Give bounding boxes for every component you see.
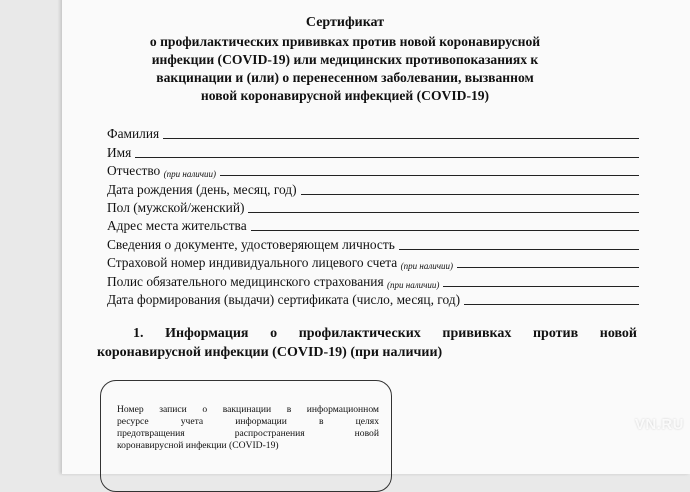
fill-in-line [301,193,639,195]
fill-in-line [464,303,639,305]
fill-in-line [220,174,639,176]
field-label: Сведения о документе, удостоверяющем личность [107,236,395,252]
field-label: Адрес места жительства [107,218,247,234]
field-label: Дата рождения (день, месяц, год) [107,181,297,197]
fill-in-line [251,229,639,231]
fill-in-line [135,156,639,158]
fill-in-line [443,285,639,287]
field-label: Отчество [107,163,161,179]
field-note: (при наличии) [400,261,454,272]
record-label-line: предотвращения распространения новой [117,428,379,439]
field-note: (при наличии) [387,279,440,290]
field-birth-date [107,179,639,197]
field-address [107,216,639,234]
field-oms-policy [107,271,639,289]
record-label-line: ресурсе учета информации в целях [117,416,379,427]
fill-in-line [457,266,639,268]
certificate-header [0,14,690,105]
record-label-line: коронавирусной инфекции (COVID-19) [117,440,279,451]
field-label: Пол (мужской/женский) [107,199,245,215]
personal-data-fields [107,124,639,308]
field-surname [107,124,639,142]
section-1-heading [97,324,637,362]
section-heading-line: коронавирусной инфекции (COVID-19) (при наличии) [97,345,443,360]
certificate-subtitle-line: новой коронавирусной инфекцией (COVID-19) [200,88,490,103]
record-label-line: Номер записи о вакцинации в информационном [117,404,379,415]
field-name [107,142,639,160]
certificate-subtitle-line: вакцинации и (или) о перенесенном заболевании, вызванном [156,70,534,85]
field-label: Дата формирования (выдачи) сертификата (число, месяц, год) [107,291,461,307]
fill-in-line [399,248,639,250]
field-patronymic [107,161,639,179]
field-snils [107,253,639,271]
field-label: Имя [107,144,132,160]
field-id-document [107,234,639,252]
certificate-title: Сертификат [305,15,385,30]
fill-in-line [163,137,639,139]
vaccination-record-label [117,404,379,452]
certificate-subtitle-line: инфекции (COVID-19) или медицинских противопоказаниях к [151,52,539,67]
certificate-subtitle-line: о профилактических прививках против новой коронавирусной [149,34,541,49]
section-heading-line: 1. Информация о профилактических прививках против новой [133,326,637,341]
field-label: Полис обязательного медицинского страхования [107,273,384,289]
field-issue-date [107,290,639,308]
field-label: Фамилия [107,126,160,142]
field-label: Страховой номер индивидуального лицевого счета [107,255,398,271]
watermark-logo: VN.RU [634,416,684,433]
field-sex [107,198,639,216]
fill-in-line [248,211,639,213]
field-note: (при наличии) [163,169,217,180]
